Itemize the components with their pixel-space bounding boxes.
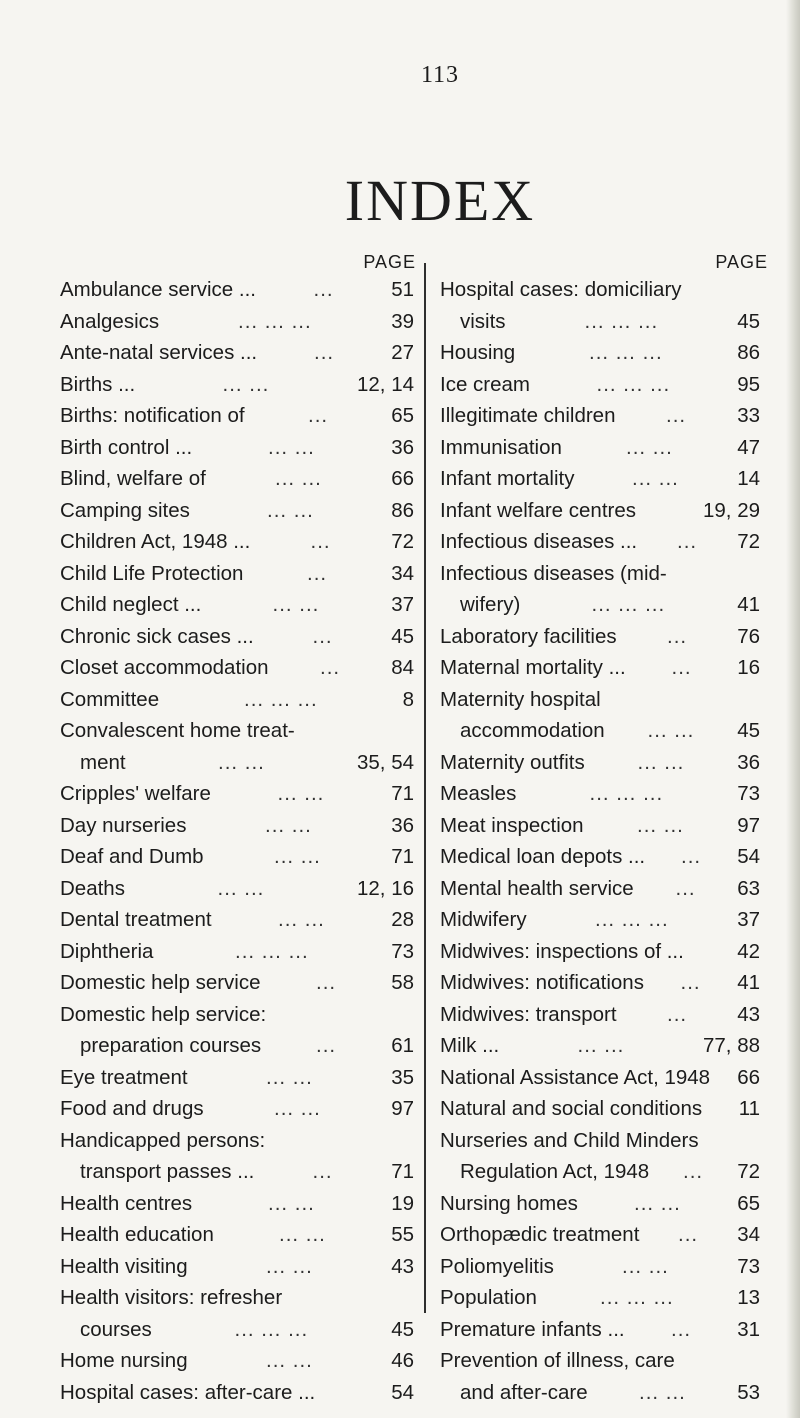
index-entry-leader-dots: ... ...: [274, 845, 321, 868]
index-column-left: [60, 252, 420, 1408]
index-entry-leader-dots: ... ...: [637, 750, 685, 774]
index-entry-label: and after-care: [460, 1380, 588, 1404]
index-entry: [440, 558, 796, 590]
index-entry-label: Measles: [440, 782, 517, 805]
index-entry-page: 66: [737, 1065, 760, 1089]
index-entry-page: 65: [391, 404, 414, 427]
index-entry-leader-dots: ... ...: [647, 719, 695, 742]
index-entry-label: Poliomyelitis: [440, 1254, 554, 1278]
index-entry: [440, 337, 796, 369]
index-entry-label: Convalescent home treat-: [60, 719, 295, 742]
index-entry-leader-dots: ... ...: [268, 1191, 315, 1215]
index-entry-label: Deaths: [60, 876, 125, 900]
index-entry-page: 33: [737, 404, 760, 427]
index-entry-label: Premature infants ...: [440, 1317, 625, 1341]
index-entry-label: Ice cream: [440, 372, 530, 396]
index-entry: [60, 778, 420, 810]
index-entry-page: 51: [391, 278, 414, 301]
index-entry: [440, 715, 796, 747]
index-entry-label: Health education: [60, 1223, 214, 1246]
index-entry: [60, 463, 420, 495]
index-entry-leader-dots: ... ... ...: [589, 341, 663, 364]
index-entry-label: Hospital cases: domiciliary: [440, 278, 682, 301]
index-entry-label: Births ...: [60, 372, 136, 396]
index-entry: [440, 1188, 796, 1220]
index-entry-label: Natural and social conditions: [440, 1097, 703, 1120]
index-entry: [60, 1125, 420, 1157]
index-entry-label: Health centres: [60, 1191, 193, 1215]
index-entry: [440, 1030, 796, 1062]
index-entry-page: 12, 16: [357, 876, 414, 900]
index-entry: [440, 1156, 796, 1188]
index-entry-leader-dots: ...: [666, 404, 687, 427]
index-entry: [440, 873, 796, 905]
index-entry-leader-dots: ...: [683, 1160, 704, 1183]
index-entry-label: Hospital cases: after-care ...: [60, 1380, 316, 1404]
index-entry-leader-dots: ...: [671, 656, 692, 679]
index-entry-page: 72: [391, 530, 414, 553]
index-entry: [440, 936, 796, 968]
index-entry-page: 35, 54: [357, 750, 414, 774]
index-entry-page: 97: [391, 1097, 414, 1120]
index-entry-label: Ante-natal services ...: [60, 341, 258, 364]
index-entry-label: wifery): [460, 593, 521, 616]
index-entry: [60, 684, 420, 716]
index-entry-leader-dots: ...: [680, 971, 701, 994]
index-entry-page: 66: [391, 467, 414, 490]
index-entry-leader-dots: ... ... ...: [596, 372, 671, 396]
index-entry-page: 65: [737, 1191, 760, 1215]
index-entry: [440, 1062, 796, 1094]
index-entry: [440, 589, 796, 621]
index-entry-label: Nursing homes: [440, 1191, 578, 1215]
index-entry-page: 45: [737, 719, 760, 742]
index-entry: [60, 1251, 420, 1283]
index-entry-page: 63: [737, 876, 760, 900]
index-entry: [440, 400, 796, 432]
index-entry-label: Day nurseries: [60, 813, 187, 837]
index-entry-leader-dots: ... ...: [222, 372, 270, 396]
index-entry-page: 71: [391, 782, 414, 805]
index-entry-leader-dots: ... ... ...: [234, 1317, 309, 1341]
index-entry-label: Dental treatment: [60, 908, 212, 931]
index-entry: [60, 1377, 420, 1409]
index-entry: [60, 589, 420, 621]
index-entry-leader-dots: ... ...: [274, 1097, 321, 1120]
index-entry-page: 39: [391, 309, 414, 333]
index-entry-page: 41: [737, 971, 760, 994]
index-entry-page: 86: [391, 498, 414, 522]
index-entry-page: 41: [737, 593, 760, 616]
index-entry-leader-dots: ... ... ...: [584, 309, 659, 333]
index-entry-label: transport passes ...: [80, 1160, 255, 1183]
index-entry-page: 13: [737, 1286, 760, 1309]
index-entry: [60, 1188, 420, 1220]
index-entry-label: Orthopædic treatment: [440, 1223, 640, 1246]
index-entry: [60, 652, 420, 684]
index-entry: [60, 432, 420, 464]
index-entry-leader-dots: ... ... ...: [595, 908, 669, 931]
index-entry-label: Midwifery: [440, 908, 527, 931]
index-entry-page: 37: [391, 593, 414, 616]
index-entry-label: Infectious diseases (mid-: [440, 561, 667, 585]
index-entry-leader-dots: ...: [310, 530, 331, 553]
index-entry-page: 61: [391, 1034, 414, 1057]
index-entry-label: Health visiting: [60, 1254, 188, 1278]
index-entry: [440, 526, 796, 558]
index-entry-page: 31: [737, 1317, 760, 1341]
index-entry-label: Meat inspection: [440, 813, 584, 837]
index-entry-page: 19, 29: [703, 498, 760, 522]
index-entry-page: 73: [391, 939, 414, 963]
index-entry-leader-dots: ... ...: [279, 1223, 326, 1246]
index-entry-leader-dots: ... ...: [632, 467, 679, 490]
index-entry-label: Prevention of illness, care: [440, 1349, 675, 1372]
index-entry-label: Nurseries and Child Minders: [440, 1128, 699, 1152]
index-entry: [440, 999, 796, 1031]
index-entry: [440, 1377, 796, 1409]
index-entry: [440, 432, 796, 464]
index-entry-label: Cripples' welfare: [60, 782, 211, 805]
index-entry-leader-dots: ... ...: [278, 908, 325, 931]
index-entry-label: Chronic sick cases ...: [60, 624, 254, 648]
index-entry-page: 53: [737, 1380, 760, 1404]
index-entry-page: 77, 88: [703, 1034, 760, 1057]
index-entry-label: Blind, welfare of: [60, 467, 206, 490]
page-column-header: PAGE: [363, 252, 416, 272]
index-entry-leader-dots: ... ...: [626, 435, 673, 459]
index-entry-label: Deaf and Dumb: [60, 845, 204, 868]
index-entry: [440, 841, 796, 873]
index-entry-page: 27: [391, 341, 414, 364]
index-entry-leader-dots: ...: [312, 1160, 333, 1183]
index-entry: [60, 904, 420, 936]
page-title: INDEX: [344, 168, 536, 233]
index-entry-label: Children Act, 1948 ...: [60, 530, 251, 553]
index-entry-page: 76: [737, 624, 760, 648]
index-entry-page: 36: [391, 435, 414, 459]
index-entry-label: Domestic help service:: [60, 1002, 267, 1026]
index-entry-label: Domestic help service: [60, 971, 261, 994]
index-entry-leader-dots: ... ...: [277, 782, 325, 805]
index-entry-leader-dots: ... ...: [639, 1380, 686, 1404]
index-entry-leader-dots: ... ...: [218, 750, 265, 774]
index-entry-leader-dots: ...: [320, 656, 341, 679]
index-entry: [440, 652, 796, 684]
index-entry-label: Immunisation: [440, 435, 562, 459]
index-entry-label: Committee: [60, 687, 160, 711]
index-entry-leader-dots: ... ...: [577, 1034, 625, 1057]
index-entry-leader-dots: ... ...: [266, 1254, 313, 1278]
index-entry-label: Analgesics: [60, 309, 160, 333]
index-entry: [60, 715, 420, 747]
index-entry-page: 54: [737, 845, 760, 868]
index-entry-label: Child neglect ...: [60, 593, 202, 616]
index-entry-label: Population: [440, 1286, 537, 1309]
index-entry-label: accommodation: [460, 719, 605, 742]
index-entry-page: 28: [391, 908, 414, 931]
index-entry-page: 71: [391, 845, 414, 868]
index-entry-page: 14: [737, 467, 760, 490]
index-entry-page: 97: [737, 813, 760, 837]
index-entry-leader-dots: ...: [316, 1034, 337, 1057]
index-entry-label: Maternity outfits: [440, 750, 585, 774]
index-entry-label: Medical loan depots ...: [440, 845, 646, 868]
index-entry-label: Laboratory facilities: [440, 624, 617, 648]
index-entry-label: Maternity hospital: [440, 687, 601, 711]
index-entry: [60, 495, 420, 527]
index-entry: [440, 274, 796, 306]
index-entry-page: 86: [737, 341, 760, 364]
index-entry-page: 11: [738, 1097, 760, 1120]
index-entry: [60, 1093, 420, 1125]
index-entry: [440, 495, 796, 527]
index-entry-leader-dots: ...: [308, 404, 329, 427]
index-entry-page: 73: [737, 782, 760, 805]
index-entry-leader-dots: ...: [313, 278, 334, 301]
index-entry-label: Housing: [440, 341, 516, 364]
index-entry-label: Midwives: notifications: [440, 971, 644, 994]
index-entry-page: 45: [391, 624, 414, 648]
index-entry-leader-dots: ... ...: [268, 435, 315, 459]
index-entry-label: Midwives: transport: [440, 1002, 617, 1026]
index-entry-label: Camping sites: [60, 498, 190, 522]
index-entry: [60, 1219, 420, 1251]
index-entry-label: Midwives: inspections of ...: [440, 939, 684, 963]
index-entry: [440, 369, 796, 401]
index-entry-label: Infant welfare centres: [440, 498, 636, 522]
index-entry: [440, 967, 796, 999]
page-number: 113: [420, 62, 460, 88]
index-entry: [440, 1219, 796, 1251]
index-entry: [60, 306, 420, 338]
index-entry-label: Food and drugs: [60, 1097, 204, 1120]
index-entry-page: 72: [737, 1160, 760, 1183]
index-entry-page: 46: [391, 1349, 414, 1372]
index-entry: [60, 810, 420, 842]
index-entry-label: Infectious diseases ...: [440, 530, 638, 553]
index-entry-page: 72: [737, 530, 760, 553]
index-entry-page: 84: [391, 656, 414, 679]
index-entry-label: ment: [80, 750, 126, 774]
index-entry-label: Eye treatment: [60, 1065, 188, 1089]
index-entry-page: 34: [737, 1223, 760, 1246]
index-entry-label: Child Life Protection: [60, 561, 244, 585]
index-entry-leader-dots: ... ... ...: [591, 593, 666, 616]
index-entry-label: courses: [80, 1317, 152, 1341]
index-entry: [60, 621, 420, 653]
index-entry-leader-dots: ... ...: [267, 498, 314, 522]
index-entry-page: 58: [391, 971, 414, 994]
index-entry: [60, 1314, 420, 1346]
index-column-right: [440, 252, 796, 1408]
index-entry: [60, 400, 420, 432]
index-entry-page: 35: [391, 1065, 414, 1089]
column-divider: [424, 263, 426, 1313]
index-entry-leader-dots: ... ...: [217, 876, 265, 900]
index-entry-label: Maternal mortality ...: [440, 656, 626, 679]
index-entry-label: Mental health service: [440, 876, 634, 900]
index-entry-label: Regulation Act, 1948: [460, 1160, 650, 1183]
index-entry: [60, 1030, 420, 1062]
index-entry-leader-dots: ... ... ...: [600, 1286, 674, 1309]
index-entry-label: Diphtheria: [60, 939, 154, 963]
index-entry-leader-dots: ... ... ...: [589, 782, 664, 805]
index-entry-leader-dots: ... ...: [634, 1191, 681, 1215]
index-entry: [60, 967, 420, 999]
index-entry-page: 71: [391, 1160, 414, 1183]
index-entry: [60, 841, 420, 873]
index-entry-label: Birth control ...: [60, 435, 193, 459]
index-entry: [440, 684, 796, 716]
index-entry-leader-dots: ...: [316, 971, 337, 994]
index-entry: [440, 810, 796, 842]
index-entry-label: Births: notification of: [60, 404, 245, 427]
index-entry: [440, 463, 796, 495]
index-entry-label: preparation courses: [80, 1034, 262, 1057]
index-entry: [60, 1345, 420, 1377]
index-entry-page: 43: [737, 1002, 760, 1026]
index-entry-leader-dots: ... ...: [265, 813, 312, 837]
index-entry-label: Health visitors: refresher: [60, 1286, 283, 1309]
index-entry-page: 47: [737, 435, 760, 459]
index-entry-leader-dots: ...: [667, 1002, 688, 1026]
index-entry-label: Closet accommodation: [60, 656, 269, 679]
index-entry-page: 12, 14: [357, 372, 414, 396]
index-entry: [60, 337, 420, 369]
index-entry-label: Handicapped persons:: [60, 1128, 266, 1152]
index-entry-leader-dots: ... ...: [275, 467, 322, 490]
index-entry-leader-dots: ... ... ...: [235, 939, 309, 963]
index-entry-leader-dots: ...: [307, 561, 328, 585]
index-entry-label: Infant mortality: [440, 467, 575, 490]
index-entry: [440, 778, 796, 810]
index-entry: [440, 1251, 796, 1283]
index-entry-leader-dots: ... ...: [266, 1065, 313, 1089]
index-entry: [440, 1093, 796, 1125]
index-entry-leader-dots: ...: [678, 1223, 699, 1246]
index-entry: [60, 747, 420, 779]
index-entry-page: 45: [737, 309, 760, 333]
index-entry-leader-dots: ... ... ...: [244, 687, 318, 711]
index-entry: [60, 558, 420, 590]
index-entry-leader-dots: ... ...: [266, 1349, 313, 1372]
index-entry-label: Illegitimate children: [440, 404, 616, 427]
index-entry: [440, 747, 796, 779]
index-entry: [440, 1282, 796, 1314]
page-column-header: PAGE: [715, 252, 768, 272]
index-entry: [60, 274, 420, 306]
index-entry-label: visits: [460, 309, 506, 333]
index-entry-label: Milk ...: [440, 1034, 500, 1057]
index-entry-label: Home nursing: [60, 1349, 188, 1372]
index-entry-page: 37: [737, 908, 760, 931]
index-entry: [440, 904, 796, 936]
index-entry: [60, 369, 420, 401]
index-entry-page: 8: [402, 687, 414, 711]
index-entry: [60, 1282, 420, 1314]
index-entry-leader-dots: ...: [312, 624, 333, 648]
index-entry-leader-dots: ... ...: [622, 1254, 669, 1278]
index-entry: [440, 1314, 796, 1346]
index-entry-leader-dots: ...: [667, 624, 688, 648]
index-entry-page: 55: [391, 1223, 414, 1246]
index-entry: [60, 1062, 420, 1094]
index-entry-label: Ambulance service ...: [60, 278, 256, 301]
index-entry-page: 34: [391, 561, 414, 585]
index-entry-page: 45: [391, 1317, 414, 1341]
index-entry-leader-dots: ...: [675, 876, 696, 900]
index-entry-page: 36: [391, 813, 414, 837]
index-entry-leader-dots: ...: [314, 341, 335, 364]
index-entry: [440, 306, 796, 338]
index-entry-page: 19: [391, 1191, 414, 1215]
index-entry: [60, 1156, 420, 1188]
index-entry: [60, 936, 420, 968]
index-entry-page: 73: [737, 1254, 760, 1278]
index-entry-page: 36: [737, 750, 760, 774]
index-entry: [440, 1345, 796, 1377]
index-entry: [440, 621, 796, 653]
index-entry-leader-dots: ... ...: [272, 593, 320, 616]
index-entry-page: 16: [737, 656, 760, 679]
index-entry-leader-dots: ...: [671, 1317, 692, 1341]
index-entry-leader-dots: ... ... ...: [238, 309, 312, 333]
index-entry-leader-dots: ... ...: [637, 813, 684, 837]
index-entry-page: 95: [737, 372, 760, 396]
index-entry: [440, 1125, 796, 1157]
index-entry-page: 42: [737, 939, 760, 963]
index-entry: [60, 873, 420, 905]
index-entry: [60, 999, 420, 1031]
index-entry-leader-dots: ...: [681, 845, 702, 868]
index-entry-page: 43: [391, 1254, 414, 1278]
index-entry-label: National Assistance Act, 1948: [440, 1065, 711, 1089]
index-entry-leader-dots: ...: [677, 530, 698, 553]
index-entry: [60, 526, 420, 558]
index-entry-page: 54: [391, 1380, 414, 1404]
